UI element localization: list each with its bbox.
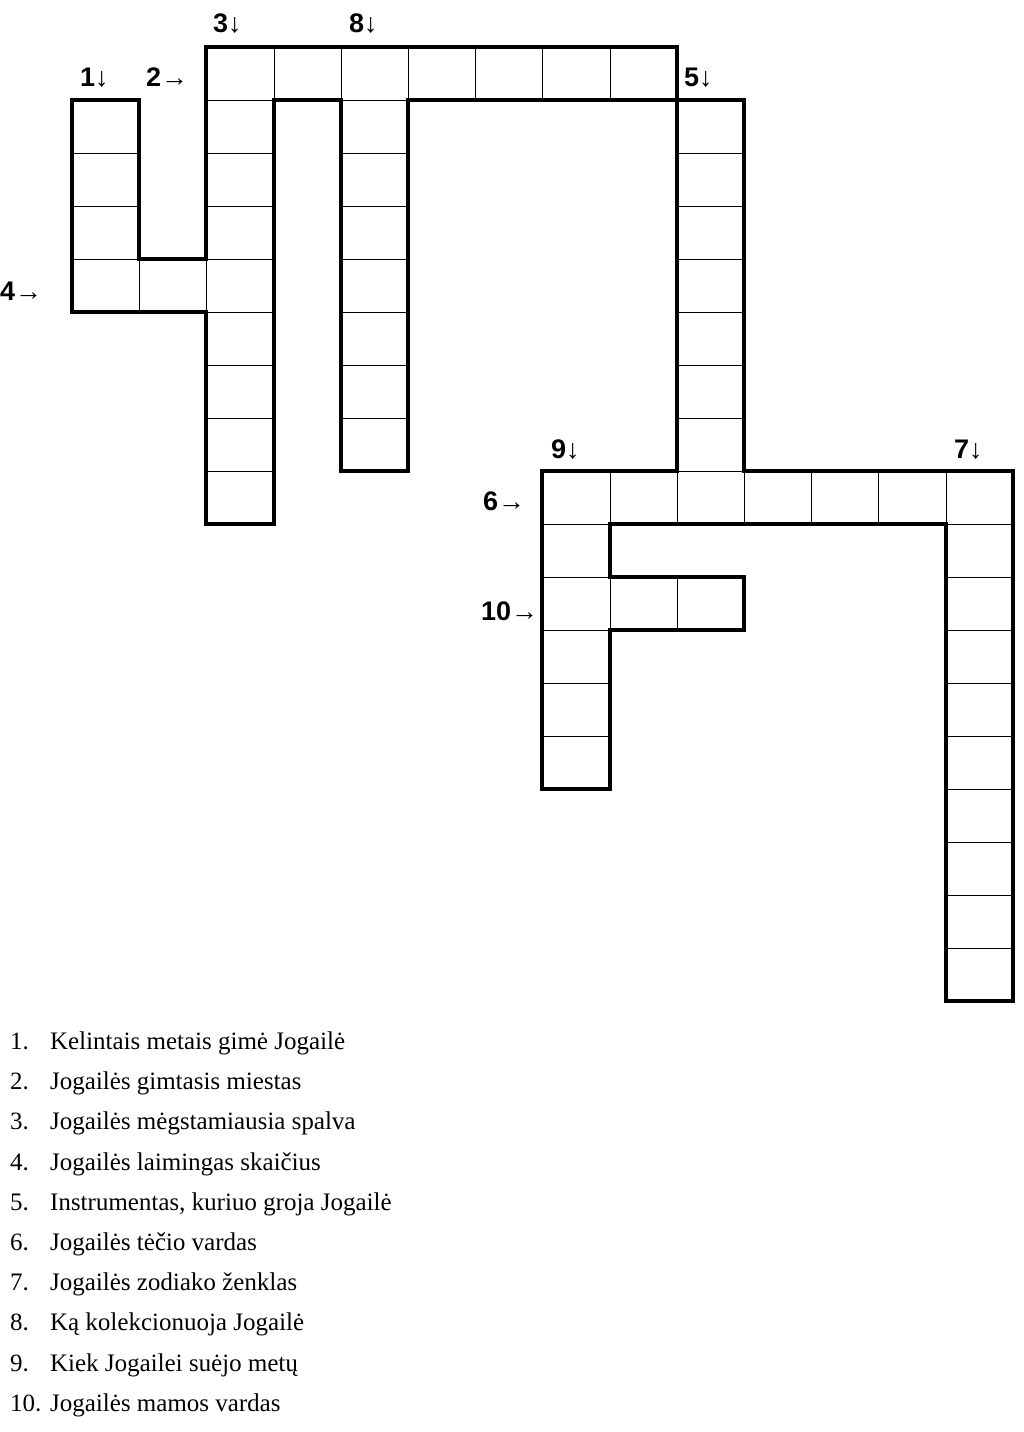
label-7-down: 7↓	[954, 434, 983, 464]
crossword-cell[interactable]	[542, 524, 610, 578]
grid-outline	[1011, 787, 1015, 844]
clue-6: 6. Jogailės tėčio vardas	[10, 1228, 257, 1256]
grid-outline	[742, 469, 813, 473]
crossword-cell[interactable]	[72, 206, 140, 260]
crossword-cell[interactable]	[946, 630, 1014, 684]
crossword-cell[interactable]	[341, 47, 409, 101]
grid-outline	[204, 98, 208, 155]
label-8-down: 8↓	[349, 8, 378, 38]
grid-outline	[272, 98, 343, 102]
crossword-cell[interactable]	[542, 471, 610, 525]
grid-outline	[272, 151, 276, 208]
grid-outline	[204, 363, 208, 420]
crossword-cell[interactable]	[206, 47, 274, 101]
grid-outline	[742, 522, 813, 526]
clue-3: 3. Jogailės mėgstamiausia spalva	[10, 1108, 356, 1136]
label-3-down: 3↓	[213, 8, 242, 38]
crossword-cell[interactable]	[542, 683, 610, 737]
crossword-cell[interactable]	[946, 895, 1014, 949]
grid-outline	[1011, 946, 1015, 1003]
grid-outline	[742, 151, 746, 208]
grid-outline	[1011, 734, 1015, 791]
grid-outline	[272, 257, 276, 314]
grid-outline	[675, 416, 679, 473]
grid-outline	[540, 681, 544, 738]
grid-outline	[608, 628, 679, 632]
grid-outline	[339, 310, 343, 367]
grid-outline	[204, 416, 208, 473]
grid-outline	[204, 204, 208, 261]
grid-outline	[272, 45, 343, 49]
grid-outline	[473, 98, 544, 102]
grid-outline	[339, 257, 343, 314]
crossword-cell[interactable]	[542, 630, 610, 684]
grid-outline	[137, 257, 208, 261]
label-1-down: 1↓	[80, 62, 109, 92]
grid-outline	[540, 98, 611, 102]
grid-outline	[608, 522, 612, 579]
crossword-cell[interactable]	[677, 418, 745, 472]
clue-list	[10, 1024, 392, 1426]
crossword-cell[interactable]	[946, 948, 1014, 1002]
crossword-cell[interactable]	[341, 418, 409, 472]
grid-outline	[540, 522, 544, 579]
crossword-cell[interactable]	[677, 471, 745, 525]
grid-outline	[675, 45, 679, 102]
grid-outline	[339, 98, 343, 155]
crossword-cell[interactable]	[811, 471, 879, 525]
grid-outline	[675, 151, 679, 208]
grid-outline	[944, 999, 1015, 1003]
crossword-cell[interactable]	[206, 312, 274, 366]
grid-outline	[540, 628, 544, 685]
grid-outline	[876, 469, 947, 473]
grid-outline	[809, 469, 880, 473]
grid-outline	[204, 469, 208, 526]
crossword-cell[interactable]	[677, 312, 745, 366]
crossword-cell[interactable]	[610, 577, 678, 631]
grid-outline	[608, 469, 679, 473]
crossword-cell[interactable]	[206, 206, 274, 260]
clue-5: 5. Instrumentas, kuriuo groja Jogailė	[10, 1188, 392, 1216]
grid-outline	[1011, 840, 1015, 897]
crossword-cell[interactable]	[946, 736, 1014, 790]
grid-outline	[608, 681, 612, 738]
crossword-cell[interactable]	[677, 153, 745, 207]
grid-outline	[204, 522, 275, 526]
crossword-cell[interactable]	[341, 206, 409, 260]
crossword-cell[interactable]	[677, 100, 745, 154]
crossword-cell[interactable]	[542, 736, 610, 790]
crossword-cell[interactable]	[72, 259, 140, 313]
grid-outline	[944, 840, 948, 897]
crossword-cell[interactable]	[946, 842, 1014, 896]
clue-7: 7. Jogailės zodiako ženklas	[10, 1269, 298, 1297]
grid-outline	[406, 98, 477, 102]
grid-outline	[70, 151, 74, 208]
grid-outline	[406, 310, 410, 367]
grid-outline	[1011, 522, 1015, 579]
crossword-cell[interactable]	[677, 577, 745, 631]
clue-1: 1. Kelintais metais gimė Jogailė	[10, 1028, 346, 1055]
grid-outline	[406, 204, 410, 261]
crossword-cell[interactable]	[946, 471, 1014, 525]
crossword-cell[interactable]	[677, 206, 745, 260]
grid-outline	[272, 204, 276, 261]
grid-outline	[944, 946, 948, 1003]
grid-outline	[742, 257, 746, 314]
grid-outline	[742, 310, 746, 367]
crossword-cell[interactable]	[206, 100, 274, 154]
clue-4: 4. Jogailės laimingas skaičius	[10, 1148, 321, 1176]
grid-outline	[742, 363, 746, 420]
label-2-across: 2→	[146, 62, 189, 92]
grid-outline	[204, 310, 208, 367]
crossword-cell[interactable]	[341, 365, 409, 419]
grid-outline	[540, 787, 611, 791]
crossword-cell[interactable]	[341, 259, 409, 313]
grid-outline	[70, 204, 74, 261]
grid-outline	[742, 575, 746, 632]
grid-outline	[944, 469, 1015, 473]
clue-9: 9. Kiek Jogailei suėjo metų	[10, 1349, 298, 1377]
grid-outline	[272, 310, 276, 367]
grid-outline	[944, 575, 948, 632]
grid-outline	[675, 363, 679, 420]
crossword-cell[interactable]	[206, 471, 274, 525]
grid-outline	[675, 522, 746, 526]
crossword-cell[interactable]	[206, 153, 274, 207]
grid-outline	[540, 469, 544, 526]
crossword-cell[interactable]	[542, 47, 610, 101]
grid-outline	[272, 416, 276, 473]
crossword-cell[interactable]	[206, 259, 274, 313]
grid-outline	[540, 469, 611, 473]
grid-outline	[876, 522, 947, 526]
grid-outline	[1011, 893, 1015, 950]
grid-outline	[406, 98, 410, 155]
grid-outline	[204, 151, 208, 208]
grid-outline	[944, 787, 948, 844]
grid-outline	[406, 45, 477, 49]
grid-outline	[70, 98, 141, 102]
crossword-cell[interactable]	[946, 789, 1014, 843]
clue-2: 2. Jogailės gimtasis miestas	[10, 1068, 302, 1096]
crossword-cell[interactable]	[946, 577, 1014, 631]
crossword-cell[interactable]	[946, 683, 1014, 737]
grid-outline	[675, 98, 746, 102]
grid-outline	[1011, 575, 1015, 632]
crossword-cell[interactable]	[72, 100, 140, 154]
grid-outline	[272, 469, 276, 526]
grid-outline	[675, 257, 679, 314]
grid-outline	[70, 98, 74, 155]
crossword-cell[interactable]	[139, 259, 207, 313]
grid-outline	[608, 45, 679, 49]
label-4-across: 4→	[0, 276, 43, 306]
grid-outline	[406, 416, 410, 473]
grid-outline	[675, 204, 679, 261]
grid-outline	[473, 45, 544, 49]
crossword-cell[interactable]	[206, 365, 274, 419]
grid-outline	[339, 45, 410, 49]
crossword-cell[interactable]	[677, 259, 745, 313]
label-6-across: 6→	[483, 486, 526, 516]
grid-outline	[742, 416, 746, 473]
crossword-cell[interactable]	[946, 524, 1014, 578]
grid-outline	[272, 363, 276, 420]
grid-outline	[406, 257, 410, 314]
grid-outline	[70, 257, 74, 314]
grid-outline	[608, 628, 612, 685]
grid-outline	[70, 310, 141, 314]
grid-outline	[944, 734, 948, 791]
clue-10: 10. Jogailės mamos vardas	[10, 1389, 281, 1417]
grid-outline	[137, 98, 141, 155]
grid-outline	[540, 45, 611, 49]
crossword-cell[interactable]	[341, 312, 409, 366]
grid-outline	[675, 628, 746, 632]
clue-8: 8. Ką kolekcionuoja Jogailė	[10, 1309, 305, 1337]
crossword-cell[interactable]	[341, 100, 409, 154]
grid-outline	[944, 681, 948, 738]
grid-outline	[608, 522, 679, 526]
label-9-down: 9↓	[551, 434, 580, 464]
grid-outline	[608, 734, 612, 791]
grid-outline	[742, 204, 746, 261]
crossword-cell[interactable]	[341, 153, 409, 207]
grid-outline	[1011, 469, 1015, 526]
grid-outline	[742, 98, 746, 155]
grid-outline	[608, 98, 679, 102]
grid-outline	[540, 575, 544, 632]
grid-outline	[675, 98, 679, 155]
label-5-down: 5↓	[684, 62, 713, 92]
grid-outline	[339, 204, 343, 261]
crossword-cell[interactable]	[206, 418, 274, 472]
crossword-cell[interactable]	[72, 153, 140, 207]
crossword-cell[interactable]	[677, 365, 745, 419]
crossword-cell[interactable]	[408, 47, 476, 101]
grid-outline	[339, 469, 410, 473]
crossword-cell[interactable]	[610, 471, 678, 525]
grid-outline	[675, 575, 746, 579]
grid-outline	[137, 151, 141, 208]
grid-outline	[944, 628, 948, 685]
grid-outline	[809, 522, 880, 526]
crossword-cell[interactable]	[878, 471, 946, 525]
grid-outline	[406, 363, 410, 420]
grid-outline	[204, 45, 275, 49]
crossword-cell[interactable]	[744, 471, 812, 525]
grid-outline	[944, 522, 948, 579]
grid-outline	[608, 575, 679, 579]
grid-outline	[204, 45, 208, 102]
grid-outline	[540, 734, 544, 791]
grid-outline	[339, 416, 343, 473]
grid-outline	[137, 204, 141, 261]
crossword-cell[interactable]	[274, 47, 342, 101]
grid-outline	[1011, 628, 1015, 685]
grid-outline	[137, 310, 208, 314]
crossword-cell[interactable]	[610, 47, 678, 101]
grid-outline	[339, 151, 343, 208]
grid-outline	[272, 98, 276, 155]
grid-outline	[339, 363, 343, 420]
grid-outline	[1011, 681, 1015, 738]
label-10-across: 10→	[481, 596, 539, 626]
grid-outline	[944, 893, 948, 950]
grid-outline	[406, 151, 410, 208]
crossword-cell[interactable]	[475, 47, 543, 101]
grid-outline	[675, 310, 679, 367]
crossword-cell[interactable]	[542, 577, 610, 631]
